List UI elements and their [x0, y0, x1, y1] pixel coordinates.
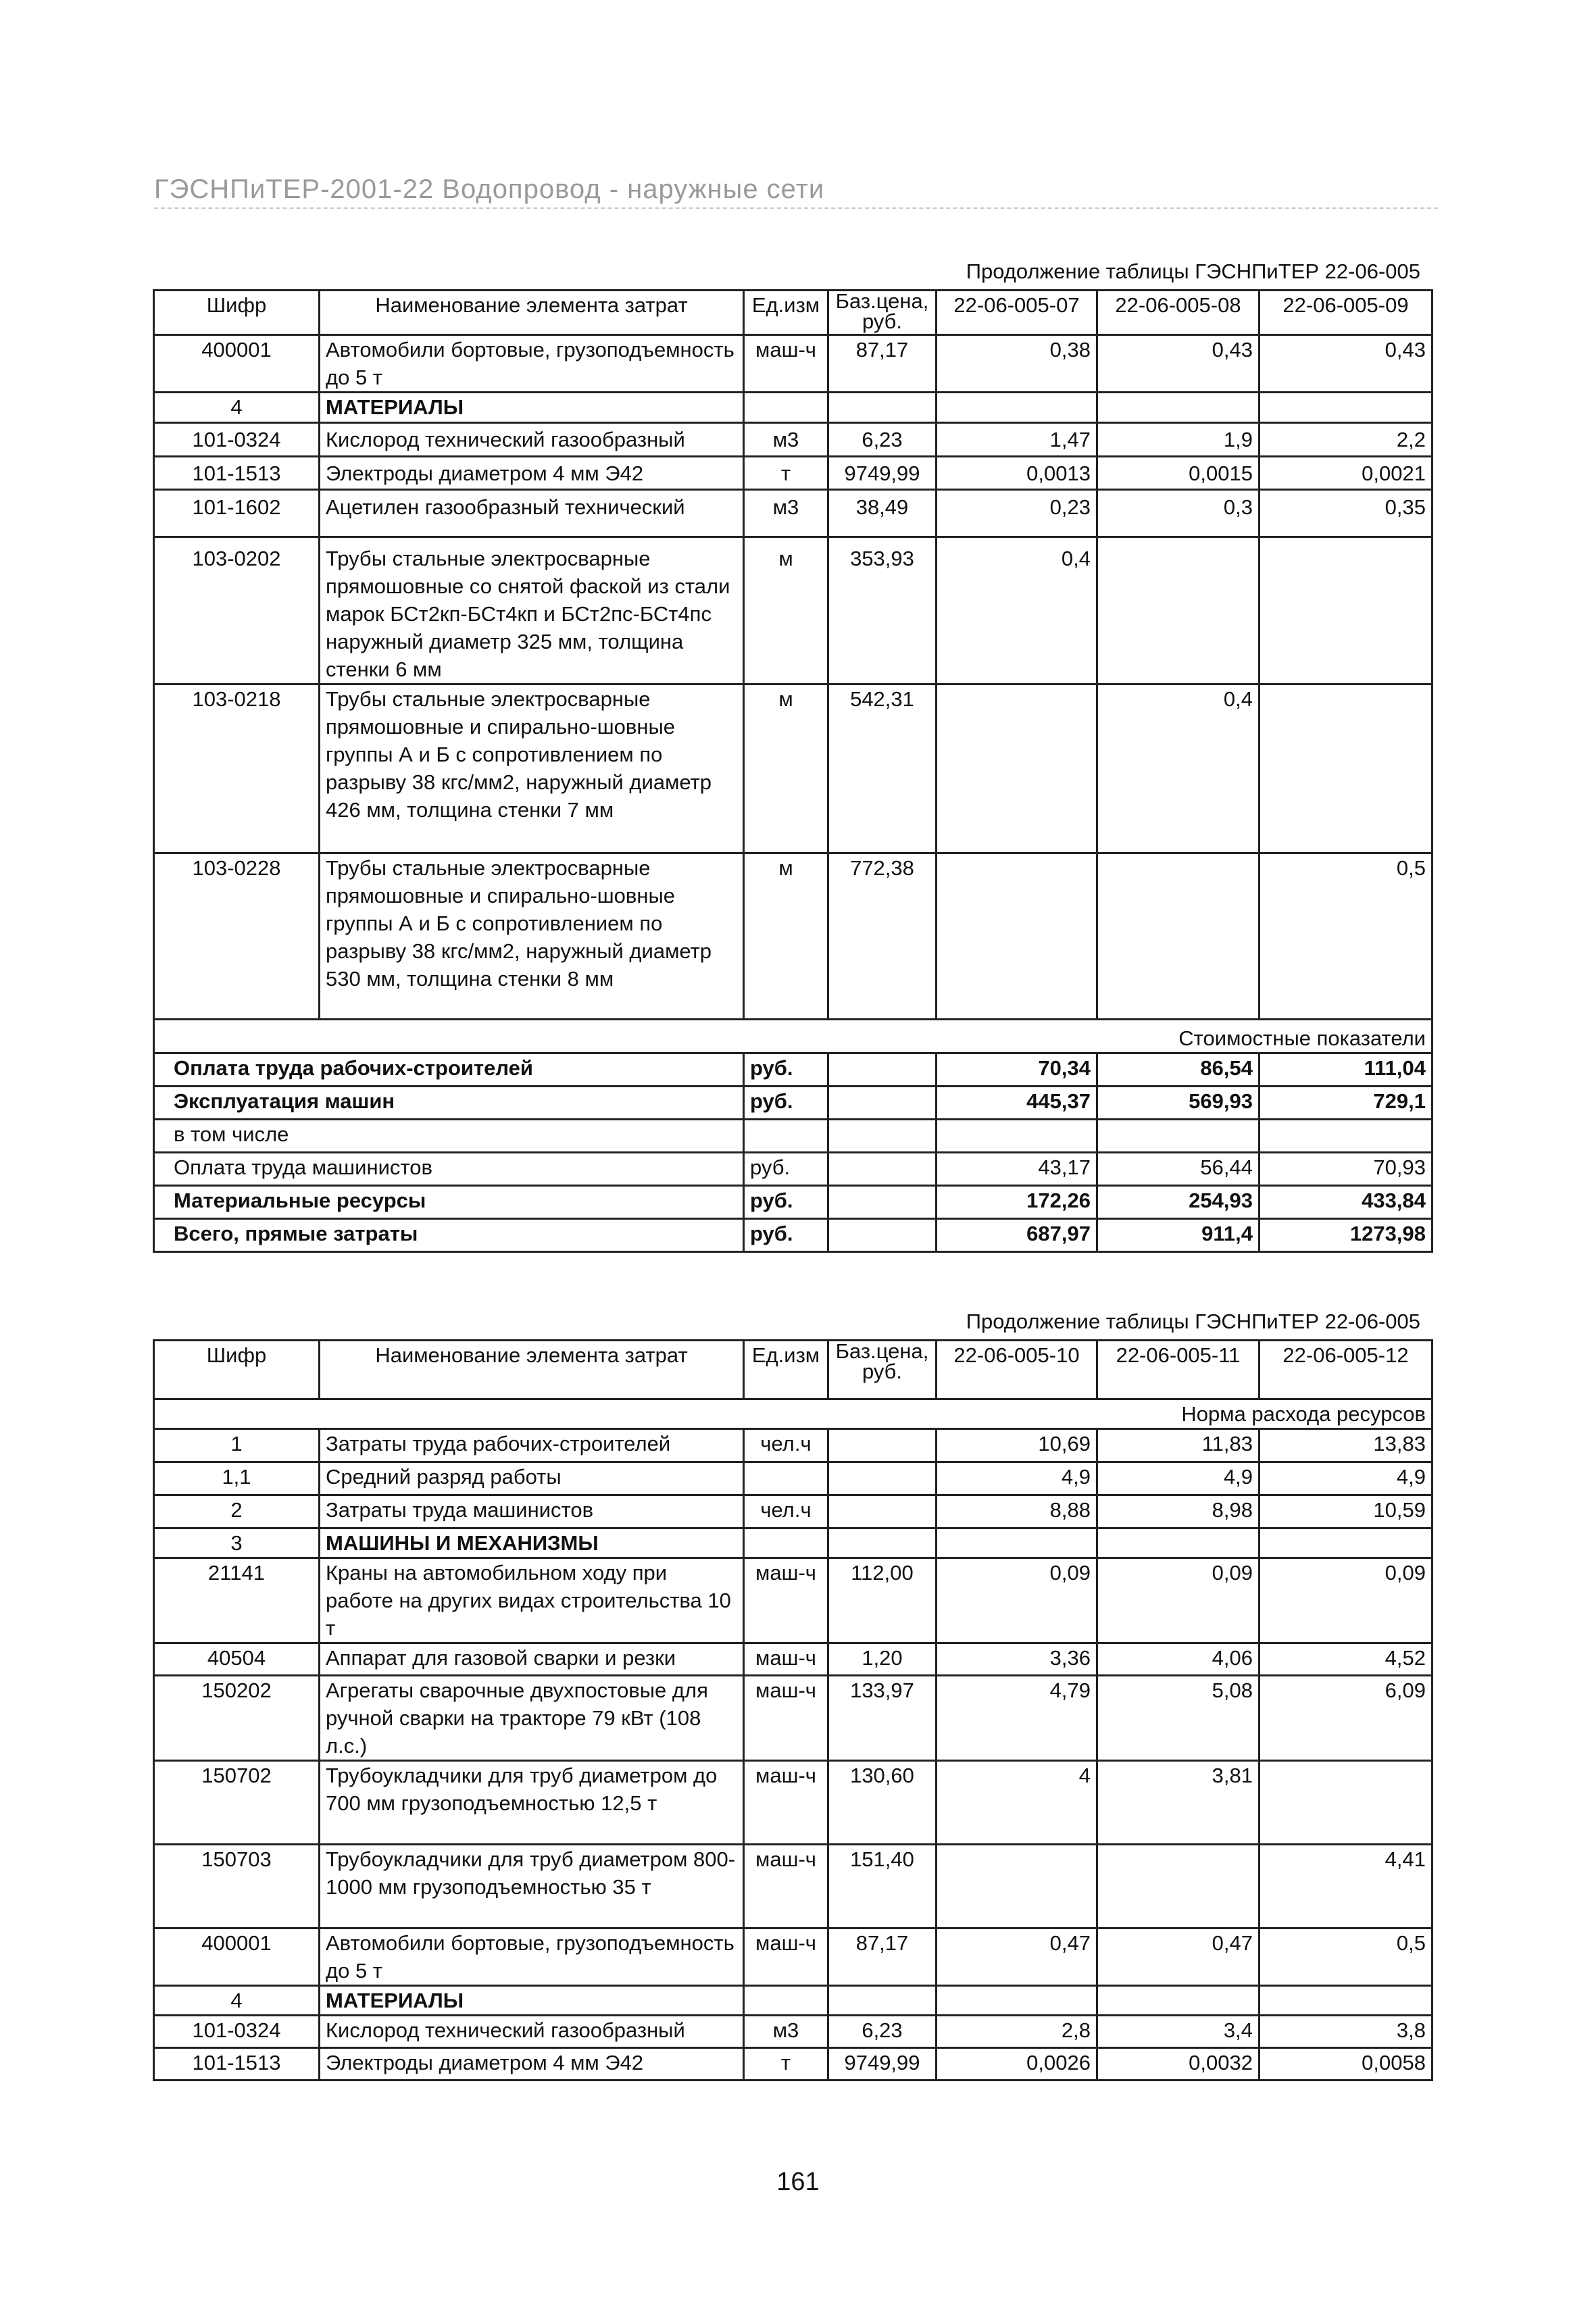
cost-row-unit: руб.: [744, 1219, 828, 1252]
table-row: [154, 537, 1432, 684]
row-price: 133,97: [828, 1676, 937, 1761]
row-name: Трубоукладчики для труб диаметром до 700 мм грузоподъемностью 12,5 т: [320, 1761, 744, 1845]
row-v1: 3,36: [937, 1643, 1097, 1676]
table-row: [154, 1928, 1432, 1986]
row-v3: 4,52: [1260, 1643, 1432, 1676]
cost-row-v3: 729,1: [1260, 1087, 1432, 1120]
cost-row-v3: [1260, 1120, 1432, 1153]
row-price: 130,60: [828, 1761, 937, 1845]
row-v2: 0,4: [1097, 684, 1260, 853]
cost-row-name: Всего, прямые затраты: [154, 1219, 744, 1252]
row-v2: [1097, 393, 1260, 423]
cost-row-v2: [1097, 1120, 1260, 1153]
row-v1: 4: [937, 1761, 1097, 1845]
row-v1: 0,23: [937, 490, 1097, 537]
cost-row-v2: 56,44: [1097, 1153, 1260, 1186]
row-v3: [1260, 1761, 1432, 1845]
cost-row-unit: руб.: [744, 1053, 828, 1087]
row-code: 150202: [154, 1676, 320, 1761]
cost-row-price: [828, 1219, 937, 1252]
row-price: 9749,99: [828, 457, 937, 490]
row-name: Трубы стальные электросварные прямошовные и спирально-шовные группы А и Б с сопротивлением по разрыву 38 кгс/мм2, наружный диаметр 426 мм, толщина стенки 7 мм: [320, 684, 744, 853]
cost-row-v3: 111,04: [1260, 1053, 1432, 1087]
row-code: 150702: [154, 1761, 320, 1845]
row-unit: м3: [744, 423, 828, 457]
row-v2: 11,83: [1097, 1429, 1260, 1462]
row-code: 21141: [154, 1558, 320, 1643]
col-header-v3: 22-06-005-09: [1260, 291, 1432, 335]
row-v1: 0,38: [937, 335, 1097, 393]
cost-row-v1: 445,37: [937, 1087, 1097, 1120]
row-unit: т: [744, 2048, 828, 2081]
cost-row-name: Эксплуатация машин: [154, 1087, 744, 1120]
row-code: 1: [154, 1429, 320, 1462]
row-code: 400001: [154, 335, 320, 393]
row-name: Трубы стальные электросварные прямошовные и спирально-шовные группы А и Б с сопротивлением по разрыву 38 кгс/мм2, наружный диаметр 530 мм, толщина стенки 8 мм: [320, 853, 744, 1020]
cost-row-v2: 911,4: [1097, 1219, 1260, 1252]
row-unit: маш-ч: [744, 1558, 828, 1643]
row-v1: 4,79: [937, 1676, 1097, 1761]
table2-caption: Продолжение таблицы ГЭСНПиТЕР 22-06-005: [966, 1310, 1420, 1333]
table1-caption: Продолжение таблицы ГЭСНПиТЕР 22-06-005: [966, 259, 1420, 283]
row-v3: 3,8: [1260, 2016, 1432, 2048]
row-v3: [1260, 1986, 1432, 2016]
table-row: [154, 853, 1432, 1020]
row-name: Автомобили бортовые, грузоподъемность до 5 т: [320, 1928, 744, 1986]
row-v2: 4,06: [1097, 1643, 1260, 1676]
row-code: 1,1: [154, 1462, 320, 1495]
row-name: Автомобили бортовые, грузоподъемность до 5 т: [320, 335, 744, 393]
table-row: [154, 490, 1432, 537]
row-code: 101-0324: [154, 423, 320, 457]
table-row: [154, 1761, 1432, 1845]
row-name: МАТЕРИАЛЫ: [320, 1986, 744, 2016]
row-v2: 8,98: [1097, 1495, 1260, 1528]
row-price: 772,38: [828, 853, 937, 1020]
col-header-unit: Ед.изм: [744, 291, 828, 335]
row-unit: маш-ч: [744, 335, 828, 393]
row-v1: [937, 684, 1097, 853]
row-code: 101-0324: [154, 2016, 320, 2048]
row-v2: 4,9: [1097, 1462, 1260, 1495]
cost-row-v1: 172,26: [937, 1186, 1097, 1219]
row-v3: 0,5: [1260, 853, 1432, 1020]
table-row: [154, 1462, 1432, 1495]
row-price: 6,23: [828, 423, 937, 457]
row-v3: 2,2: [1260, 423, 1432, 457]
row-price: 87,17: [828, 335, 937, 393]
cost-label-row: [154, 1020, 1432, 1053]
page-number: 161: [776, 2168, 820, 2196]
norm-label-row: [154, 1399, 1432, 1429]
table-row: [154, 1986, 1432, 2016]
row-code: 101-1513: [154, 2048, 320, 2081]
row-v2: 1,9: [1097, 423, 1260, 457]
cost-row: [154, 1186, 1432, 1219]
row-v3: [1260, 393, 1432, 423]
row-v3: [1260, 537, 1432, 684]
cost-row-v2: 254,93: [1097, 1186, 1260, 1219]
row-v2: 5,08: [1097, 1676, 1260, 1761]
row-code: 101-1602: [154, 490, 320, 537]
row-v1: 2,8: [937, 2016, 1097, 2048]
row-name: Трубоукладчики для труб диаметром 800-1000 мм грузоподъемностью 35 т: [320, 1845, 744, 1928]
row-v3: 0,0021: [1260, 457, 1432, 490]
col-header-v2: 22-06-005-11: [1097, 1341, 1260, 1399]
col-header-price: Баз.цена, руб.: [828, 1341, 937, 1399]
row-code: 4: [154, 393, 320, 423]
cost-row-name: Материальные ресурсы: [154, 1186, 744, 1219]
table1: [153, 289, 1433, 1253]
row-v2: 0,43: [1097, 335, 1260, 393]
row-price: 353,93: [828, 537, 937, 684]
table-row: [154, 335, 1432, 393]
row-v1: [937, 1528, 1097, 1558]
row-v1: [937, 1986, 1097, 2016]
row-v3: 0,0058: [1260, 2048, 1432, 2081]
row-v3: 6,09: [1260, 1676, 1432, 1761]
row-v1: [937, 853, 1097, 1020]
row-code: 4: [154, 1986, 320, 2016]
row-v2: 3,4: [1097, 2016, 1260, 2048]
row-unit: м3: [744, 2016, 828, 2048]
row-code: 400001: [154, 1928, 320, 1986]
table-row: [154, 393, 1432, 423]
row-v1: 4,9: [937, 1462, 1097, 1495]
row-v2: 0,09: [1097, 1558, 1260, 1643]
row-price: [828, 1528, 937, 1558]
row-v1: 0,0026: [937, 2048, 1097, 2081]
col-header-code: Шифр: [154, 291, 320, 335]
row-name: Затраты труда машинистов: [320, 1495, 744, 1528]
row-v2: 0,0032: [1097, 2048, 1260, 2081]
row-unit: м: [744, 684, 828, 853]
row-unit: маш-ч: [744, 1928, 828, 1986]
row-v1: 0,0013: [937, 457, 1097, 490]
cost-row-name: Оплата труда рабочих-строителей: [154, 1053, 744, 1087]
row-v3: 0,5: [1260, 1928, 1432, 1986]
row-v1: 10,69: [937, 1429, 1097, 1462]
cost-row-price: [828, 1186, 937, 1219]
table-row: [154, 684, 1432, 853]
row-v2: 0,0015: [1097, 457, 1260, 490]
cost-row-name: в том числе: [154, 1120, 744, 1153]
row-unit: маш-ч: [744, 1676, 828, 1761]
table2-header-row: [154, 1341, 1432, 1399]
cost-row-v2: 569,93: [1097, 1087, 1260, 1120]
row-code: 40504: [154, 1643, 320, 1676]
table-row: [154, 1495, 1432, 1528]
row-v2: 0,3: [1097, 490, 1260, 537]
row-v3: 13,83: [1260, 1429, 1432, 1462]
cost-row: [154, 1153, 1432, 1186]
row-price: 1,20: [828, 1643, 937, 1676]
row-code: 2: [154, 1495, 320, 1528]
row-name: Электроды диаметром 4 мм Э42: [320, 2048, 744, 2081]
table-row: [154, 1643, 1432, 1676]
table-row: [154, 2016, 1432, 2048]
cost-row-unit: [744, 1120, 828, 1153]
row-v1: 1,47: [937, 423, 1097, 457]
row-name: Краны на автомобильном ходу при работе на других видах строительства 10 т: [320, 1558, 744, 1643]
col-header-name: Наименование элемента затрат: [320, 291, 744, 335]
row-v1: 8,88: [937, 1495, 1097, 1528]
cost-row: [154, 1087, 1432, 1120]
row-unit: маш-ч: [744, 1761, 828, 1845]
cost-row-v1: 70,34: [937, 1053, 1097, 1087]
row-v2: 0,47: [1097, 1928, 1260, 1986]
table-row: [154, 1845, 1432, 1928]
row-v2: [1097, 853, 1260, 1020]
cost-row-price: [828, 1153, 937, 1186]
row-price: [828, 1986, 937, 2016]
page-header: ГЭСНПиТЕР-2001-22 Водопровод - наружные сети: [154, 174, 1438, 209]
row-code: 103-0202: [154, 537, 320, 684]
row-name: Аппарат для газовой сварки и резки: [320, 1643, 744, 1676]
table-row: [154, 457, 1432, 490]
cost-row-unit: руб.: [744, 1153, 828, 1186]
table1-header-row: [154, 291, 1432, 335]
row-v3: 4,41: [1260, 1845, 1432, 1928]
row-price: 87,17: [828, 1928, 937, 1986]
row-code: 103-0218: [154, 684, 320, 853]
row-name: Затраты труда рабочих-строителей: [320, 1429, 744, 1462]
cost-row-price: [828, 1120, 937, 1153]
table-row: [154, 2048, 1432, 2081]
row-price: [828, 1495, 937, 1528]
cost-row: [154, 1219, 1432, 1252]
row-name: Трубы стальные электросварные прямошовные со снятой фаской из стали марок БСт2кп-БСт4кп и БСт2пс-БСт4пс наружный диаметр 325 мм, толщина стенки 6 мм: [320, 537, 744, 684]
row-v1: 0,09: [937, 1558, 1097, 1643]
row-unit: маш-ч: [744, 1845, 828, 1928]
cost-row-v2: 86,54: [1097, 1053, 1260, 1087]
row-price: [828, 1462, 937, 1495]
row-v1: 0,4: [937, 537, 1097, 684]
cost-row-v1: 687,97: [937, 1219, 1097, 1252]
row-name: Кислород технический газообразный: [320, 423, 744, 457]
row-unit: чел.ч: [744, 1429, 828, 1462]
cost-row-v1: [937, 1120, 1097, 1153]
row-code: 101-1513: [154, 457, 320, 490]
table-row: [154, 1676, 1432, 1761]
cost-row-v3: 433,84: [1260, 1186, 1432, 1219]
row-v3: 10,59: [1260, 1495, 1432, 1528]
row-code: 150703: [154, 1845, 320, 1928]
row-v2: [1097, 537, 1260, 684]
row-name: Ацетилен газообразный технический: [320, 490, 744, 537]
row-unit: м: [744, 853, 828, 1020]
row-v1: 0,47: [937, 1928, 1097, 1986]
row-v2: [1097, 1986, 1260, 2016]
cost-row-unit: руб.: [744, 1186, 828, 1219]
row-price: 6,23: [828, 2016, 937, 2048]
row-price: 38,49: [828, 490, 937, 537]
row-price: 542,31: [828, 684, 937, 853]
cost-row: [154, 1120, 1432, 1153]
row-name: Электроды диаметром 4 мм Э42: [320, 457, 744, 490]
row-v2: 3,81: [1097, 1761, 1260, 1845]
cost-row-name: Оплата труда машинистов: [154, 1153, 744, 1186]
row-price: 9749,99: [828, 2048, 937, 2081]
col-header-unit: Ед.изм: [744, 1341, 828, 1399]
cost-row-price: [828, 1087, 937, 1120]
table2: [153, 1339, 1433, 2081]
row-unit: чел.ч: [744, 1495, 828, 1528]
row-name: МАТЕРИАЛЫ: [320, 393, 744, 423]
col-header-code: Шифр: [154, 1341, 320, 1399]
table-row: [154, 1528, 1432, 1558]
row-name: Кислород технический газообразный: [320, 2016, 744, 2048]
col-header-v1: 22-06-005-10: [937, 1341, 1097, 1399]
col-header-v2: 22-06-005-08: [1097, 291, 1260, 335]
row-code: 3: [154, 1528, 320, 1558]
row-unit: м3: [744, 490, 828, 537]
cost-row-v3: 70,93: [1260, 1153, 1432, 1186]
col-header-price: Баз.цена, руб.: [828, 291, 937, 335]
row-unit: маш-ч: [744, 1643, 828, 1676]
norm-label: Норма расхода ресурсов: [154, 1399, 1432, 1429]
cost-row-price: [828, 1053, 937, 1087]
row-v3: 0,35: [1260, 490, 1432, 537]
cost-row-v1: 43,17: [937, 1153, 1097, 1186]
row-unit: т: [744, 457, 828, 490]
row-v3: 4,9: [1260, 1462, 1432, 1495]
table-row: [154, 423, 1432, 457]
col-header-name: Наименование элемента затрат: [320, 1341, 744, 1399]
table-row: [154, 1558, 1432, 1643]
cost-row-v3: 1273,98: [1260, 1219, 1432, 1252]
table-row: [154, 1429, 1432, 1462]
row-v1: [937, 393, 1097, 423]
cost-indicators-label: Стоимостные показатели: [154, 1020, 1432, 1053]
row-v1: [937, 1845, 1097, 1928]
row-unit: [744, 1462, 828, 1495]
row-unit: [744, 393, 828, 423]
row-price: 112,00: [828, 1558, 937, 1643]
row-name: Агрегаты сварочные двухпостовые для ручной сварки на тракторе 79 кВт (108 л.с.): [320, 1676, 744, 1761]
col-header-v3: 22-06-005-12: [1260, 1341, 1432, 1399]
row-v2: [1097, 1845, 1260, 1928]
row-unit: м: [744, 537, 828, 684]
row-price: 151,40: [828, 1845, 937, 1928]
row-name: Средний разряд работы: [320, 1462, 744, 1495]
row-v3: [1260, 684, 1432, 853]
row-price: [828, 1429, 937, 1462]
row-code: 103-0228: [154, 853, 320, 1020]
row-price: [828, 393, 937, 423]
cost-row: [154, 1053, 1432, 1087]
row-unit: [744, 1528, 828, 1558]
row-unit: [744, 1986, 828, 2016]
cost-row-unit: руб.: [744, 1087, 828, 1120]
col-header-v1: 22-06-005-07: [937, 291, 1097, 335]
row-v3: 0,09: [1260, 1558, 1432, 1643]
row-name: МАШИНЫ И МЕХАНИЗМЫ: [320, 1528, 744, 1558]
row-v2: [1097, 1528, 1260, 1558]
row-v3: 0,43: [1260, 335, 1432, 393]
row-v3: [1260, 1528, 1432, 1558]
